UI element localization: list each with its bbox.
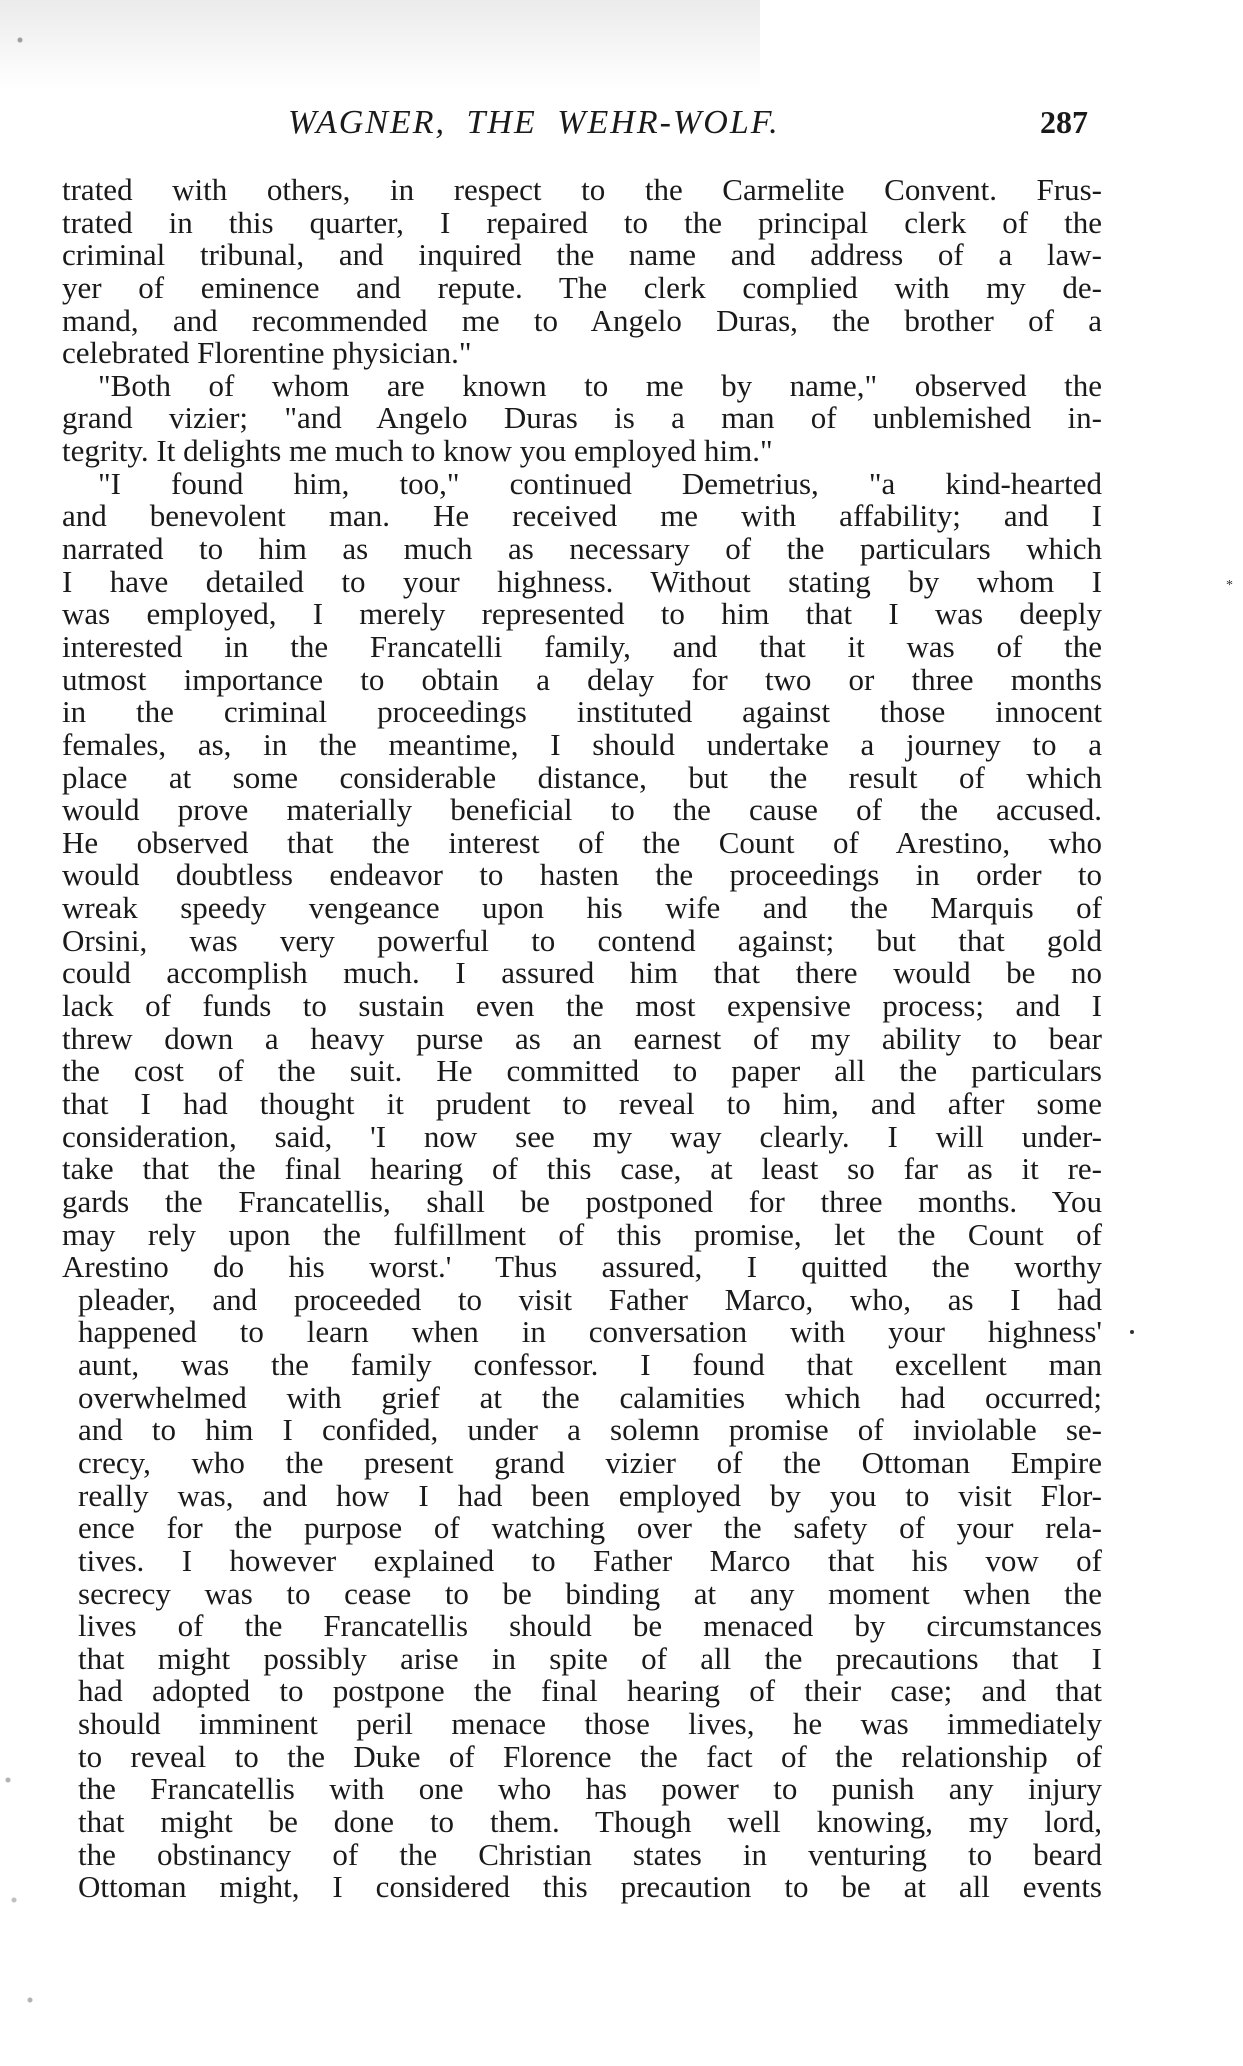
text-line: pleader, and proceeded to visit Father Marco, who, as I had [78, 1281, 1102, 1317]
text-line: "I found him, too," continued Demetrius, "a kind-hearted [98, 465, 1102, 501]
text-line: the cost of the suit. He committed to paper all the particulars [62, 1053, 1102, 1089]
text-line: that might possibly arise in spite of all the precautions that I [78, 1640, 1102, 1676]
text-line: utmost importance to obtain a delay for two or three months [62, 661, 1102, 697]
text-line: Arestino do his worst.' Thus assured, I quitted the worthy [62, 1249, 1102, 1285]
text-line: trated in this quarter, I repaired to the principal clerk of the [62, 204, 1102, 240]
text-line: the Francatellis with one who has power to punish any injury [78, 1771, 1102, 1807]
text-line: Orsini, was very powerful to contend against; but that gold [62, 922, 1102, 958]
text-line: take that the final hearing of this case, at least so far as it re- [62, 1151, 1102, 1187]
text-line: celebrated Florentine physician." [62, 335, 472, 371]
text-line: yer of eminence and repute. The clerk complied with my de- [62, 269, 1102, 305]
text-line: threw down a heavy purse as an earnest of my ability to bear [62, 1020, 1102, 1056]
text-line: "Both of whom are known to me by name," observed the [98, 367, 1102, 403]
text-line: lack of funds to sustain even the most expensive process; and I [62, 988, 1102, 1024]
text-line: would prove materially beneficial to the cause of the accused. [62, 792, 1102, 828]
text-line: narrated to him as much as necessary of the particulars which [62, 531, 1102, 567]
body-text [62, 174, 1102, 1904]
text-line: to reveal to the Duke of Florence the fact of the relationship of [78, 1738, 1102, 1774]
text-line: I have detailed to your highness. Without stating by whom I [62, 563, 1102, 599]
text-line: that might be done to them. Though well knowing, my lord, [78, 1804, 1102, 1840]
text-line: overwhelmed with grief at the calamities which had occurred; [78, 1379, 1102, 1415]
text-line: and to him I confided, under a solemn promise of inviolable se- [78, 1412, 1102, 1448]
text-line: happened to learn when in conversation with your highness' [78, 1314, 1102, 1350]
text-line: and benevolent man. He received me with affability; and I [62, 498, 1102, 534]
scan-edge-speckle [0, 0, 60, 2066]
text-line: lives of the Francatellis should be menaced by circumstances [78, 1608, 1102, 1644]
running-head [0, 100, 1243, 150]
text-line: grand vizier; "and Angelo Duras is a man of unblemished in- [62, 400, 1102, 436]
text-line: tives. I however explained to Father Marco that his vow of [78, 1542, 1102, 1578]
scan-smudge [0, 0, 760, 90]
text-line: trated with others, in respect to the Carmelite Convent. Frus- [62, 172, 1102, 207]
text-line: ence for the purpose of watching over the safety of your rela- [78, 1510, 1102, 1546]
text-line: interested in the Francatelli family, and that it was of the [62, 628, 1102, 664]
page-number: 287 [1040, 104, 1088, 140]
text-line: should imminent peril menace those lives, he was immediately [78, 1706, 1102, 1742]
text-line: females, as, in the meantime, I should undertake a journey to a [62, 726, 1102, 762]
text-line: criminal tribunal, and inquired the name and address of a law- [62, 237, 1102, 273]
text-line: would doubtless endeavor to hasten the proceedings in order to [62, 857, 1102, 893]
text-line: crecy, who the present grand vizier of the Ottoman Empire [78, 1444, 1102, 1480]
text-line: Ottoman might, I considered this precaution to be at all events [78, 1869, 1102, 1905]
text-line: really was, and how I had been employed by you to visit Flor- [78, 1477, 1102, 1513]
text-line: was employed, I merely represented to him that I was deeply [62, 596, 1102, 632]
text-line: may rely upon the fulfillment of this promise, let the Count of [62, 1216, 1102, 1252]
text-line: consideration, said, 'I now see my way clearly. I will under- [62, 1118, 1102, 1154]
text-line: aunt, was the family confessor. I found that excellent man [78, 1347, 1102, 1383]
text-line: wreak speedy vengeance upon his wife and the Marquis of [62, 890, 1102, 926]
text-line: place at some considerable distance, but the result of which [62, 759, 1102, 795]
text-line: He observed that the interest of the Count of Arestino, who [62, 824, 1102, 860]
margin-dot [1130, 1330, 1134, 1334]
text-line: the obstinancy of the Christian states in venturing to beard [78, 1836, 1102, 1872]
text-line: that I had thought it prudent to reveal to him, and after some [62, 1085, 1102, 1121]
text-line: gards the Francatellis, shall be postponed for three months. You [62, 1183, 1102, 1219]
text-line: in the criminal proceedings instituted against those innocent [62, 694, 1102, 730]
text-line: had adopted to postpone the final hearing of their case; and that [78, 1673, 1102, 1709]
text-line: could accomplish much. I assured him that there would be no [62, 955, 1102, 991]
text-line: mand, and recommended me to Angelo Duras, the brother of a [62, 302, 1102, 338]
margin-asterisk: * [1226, 578, 1233, 593]
running-title: WAGNER, THE WEHR-WOLF. [288, 104, 780, 141]
text-line: secrecy was to cease to be binding at any moment when the [78, 1575, 1102, 1611]
text-line: tegrity. It delights me much to know you employed him." [62, 433, 773, 469]
